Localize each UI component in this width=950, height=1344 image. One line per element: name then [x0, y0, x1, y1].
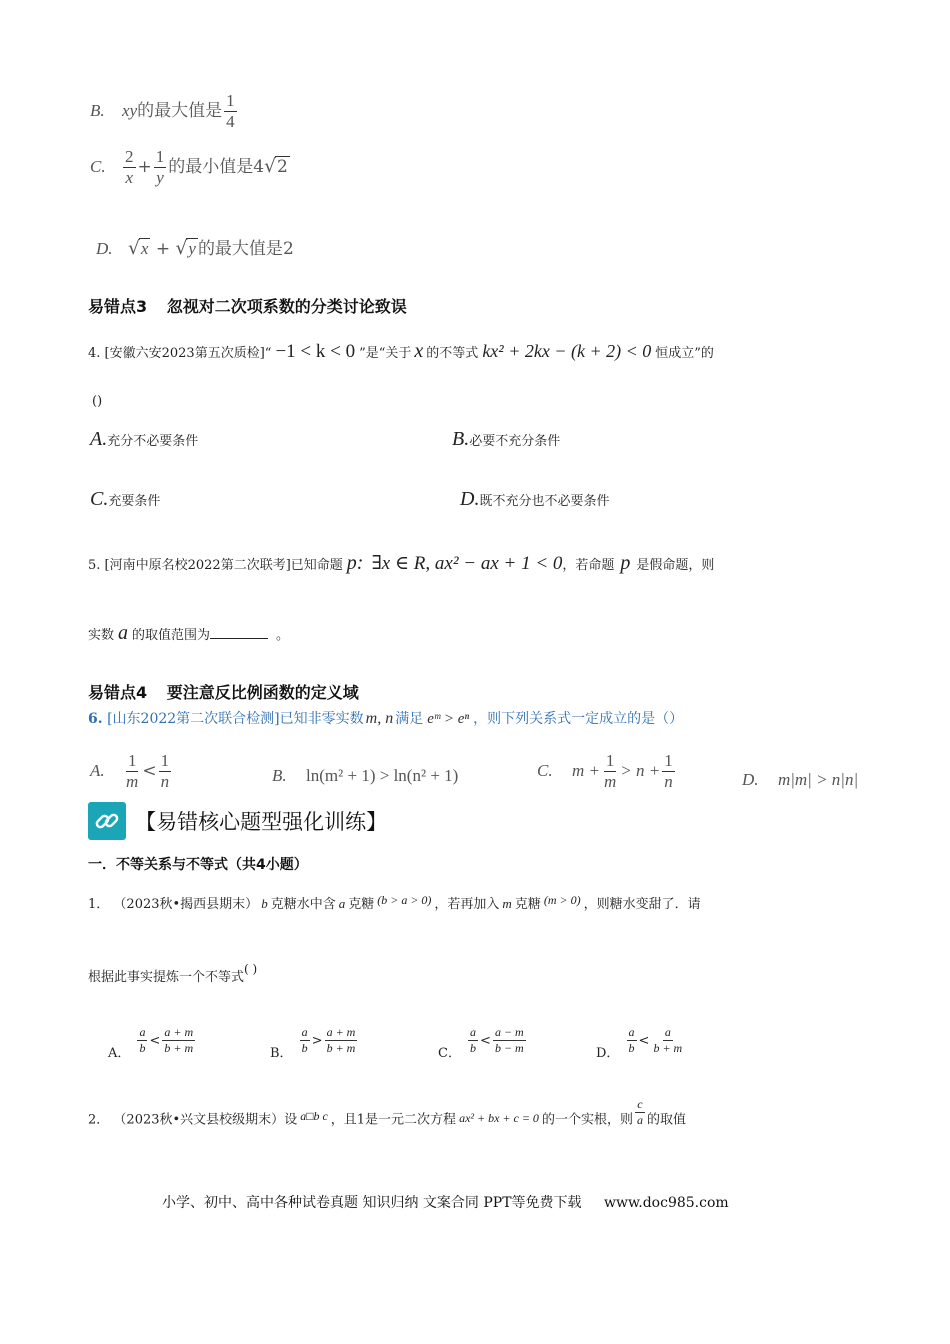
question-text: 克糖: [514, 897, 541, 912]
math-operator: >: [311, 1033, 323, 1049]
fraction: $\frac{1}{n}$: [664, 751, 673, 791]
footer: [162, 1192, 729, 1212]
question-text: 的取值范围为: [132, 628, 211, 643]
option-b-prev: [90, 92, 239, 131]
question-text: ，则糖水变甜了．请: [583, 897, 701, 912]
option-letter: A．: [108, 1045, 131, 1061]
math-expr: ln(m² + 1) > ln(n² + 1): [306, 766, 459, 785]
t1-option-c: [438, 1025, 528, 1061]
question-5: [88, 552, 714, 575]
training-header: [88, 802, 387, 840]
question-source: [安徽六安2023第五次质检]: [104, 346, 265, 361]
option-letter: B.: [272, 766, 287, 785]
math-value: 2: [277, 156, 288, 177]
option-letter: B.: [452, 428, 470, 450]
math-operator: <: [638, 1033, 650, 1049]
link-icon: [88, 802, 126, 840]
footer-text: 小学、初中、高中各种试卷真题 知识归纳 文案合同 PPT等免费下载: [162, 1195, 582, 1211]
answer-paren: ( ): [244, 962, 258, 976]
fraction: $\frac{a}{b}$: [139, 1025, 146, 1055]
question-source: （2023秋•揭西县期末）: [113, 897, 259, 912]
option-c-prev: [90, 148, 290, 187]
fraction: $\frac{a - m}{b - m}$: [494, 1025, 524, 1055]
training-question-1: 1． （2023秋•揭西县期末） b 克糖水中含 a 克糖 (b > a > 0) ，若再加入 m 克糖 (m > 0) ，则糖水变甜了．请: [88, 893, 701, 912]
sqrt-icon: √: [264, 155, 276, 177]
question-source: （2023秋•兴文县校级期末）: [113, 1112, 285, 1128]
math-condition: (m > 0): [543, 893, 581, 907]
fraction: $\frac{a}{b}$: [470, 1025, 477, 1055]
t1-option-d: [596, 1025, 686, 1061]
math-expr: xy: [122, 100, 138, 120]
option-letter: A.: [90, 428, 108, 450]
option-text: 必要不充分条件: [469, 434, 561, 449]
section-heading-4: [88, 680, 359, 703]
math-var: x: [140, 239, 149, 258]
q4-option-b: [452, 428, 560, 451]
math-var: a: [118, 622, 129, 644]
fraction: $\frac{a}{b}$: [628, 1025, 635, 1055]
math-operator: <: [480, 1033, 491, 1049]
question-number: 5.: [88, 558, 101, 573]
fraction: $\frac{a}{b + m}$: [653, 1025, 683, 1055]
question-source: [山东2022第二次联合检测]: [107, 711, 280, 727]
plus-sign: +: [155, 239, 171, 259]
option-text: 既不充分也不必要条件: [479, 494, 610, 509]
question-text: 是“关于: [365, 346, 412, 361]
question-4: 4. [安徽六安2023第五次质检]“ −1 < k < 0 ”是“关于 x 的不等式 kx² + 2kx − (k + 2) < 0 恒成立”的: [88, 340, 714, 362]
q4-option-a: [90, 428, 198, 451]
math-operator: <: [149, 1033, 161, 1049]
q4-option-d: [460, 488, 609, 511]
option-letter: D.: [742, 770, 759, 789]
heading-label: 易错点4: [88, 683, 148, 702]
fraction: $\frac{a}{b}$: [301, 1025, 308, 1055]
question-text: 的取值: [646, 1112, 686, 1128]
heading-title: 要注意反比例函数的定义域: [166, 683, 359, 702]
question-text: ，若再加入: [434, 897, 500, 912]
question-text: 已知非零实数: [279, 711, 364, 727]
option-letter: C．: [438, 1045, 461, 1061]
t1-option-b: [270, 1025, 359, 1061]
math-condition: (b > a > 0): [377, 893, 432, 907]
option-letter: C.: [537, 760, 553, 780]
answer-paren: (): [92, 394, 103, 409]
math-relation: a□b c: [300, 1108, 328, 1123]
option-letter: D．: [596, 1045, 620, 1061]
option-letter: A.: [90, 760, 105, 780]
option-text: 的最大值是: [197, 239, 283, 259]
math-var: y: [188, 239, 196, 258]
t1-option-a: [108, 1025, 197, 1061]
question-number: 2．: [88, 1112, 110, 1128]
punctuation: 。: [276, 628, 290, 643]
math-var: m, n: [365, 710, 394, 727]
question-text: ，若命题: [562, 558, 615, 573]
option-letter: C.: [90, 156, 106, 176]
math-equation: ax² + bx + c = 0: [459, 1110, 539, 1125]
fraction: $\frac{c}{a}$: [636, 1097, 643, 1127]
option-text: 的最小值是: [168, 156, 254, 177]
fraction: $\frac{1}{m}$: [604, 751, 617, 791]
question-number: 1．: [88, 897, 110, 912]
question-number: 4.: [88, 346, 101, 361]
section-heading-3: [88, 294, 407, 317]
math-condition: −1 < k < 0: [275, 341, 356, 362]
math-var: p: [620, 552, 631, 574]
option-text: 充要条件: [108, 494, 161, 509]
option-letter: B.: [90, 100, 105, 120]
training-question-2: [88, 1097, 686, 1134]
q6-option-d: [742, 770, 858, 790]
question-text: 已知命题: [290, 558, 343, 573]
option-d-prev: [96, 234, 294, 259]
q6-option-a: A. $\frac{1}{m}$ < $\frac{1}{n}$: [90, 751, 170, 791]
heading-label: 易错点3: [88, 297, 148, 316]
question-text: 的一个实根，则: [541, 1112, 633, 1128]
math-var: x: [414, 340, 424, 362]
question-text: 是假命题，则: [636, 558, 715, 573]
fraction: $\frac{2}{x}$: [125, 147, 134, 187]
option-letter: D.: [460, 488, 480, 510]
question-5-line2: [88, 622, 289, 645]
option-text: 的最大值是: [137, 100, 223, 121]
question-6: [88, 708, 683, 728]
question-text: ，则下列关系式一定成立的是（）: [473, 711, 684, 727]
heading-title: 忽视对二次项系数的分类讨论致误: [166, 297, 407, 316]
question-text: 的不等式: [426, 346, 479, 361]
fraction: $\frac{1}{y}$: [155, 147, 165, 187]
footer-link[interactable]: www.doc985.com: [603, 1195, 729, 1211]
math-proposition: ∃x ∈ R, ax² − ax + 1 < 0: [371, 553, 563, 574]
answer-blank[interactable]: [210, 624, 268, 639]
question-text: 恒成立”的: [655, 346, 714, 361]
plus-sign: +: [137, 156, 152, 177]
fraction: $\frac{a + m}{b + m}$: [326, 1025, 356, 1055]
math-inequality: kx² + 2kx − (k + 2) < 0: [482, 341, 652, 361]
fraction: $\frac{1}{m}$: [126, 751, 139, 791]
sqrt-icon: √: [127, 238, 140, 259]
question-source: [河南中原名校2022第二次联考]: [104, 558, 291, 573]
option-letter: C.: [90, 488, 109, 510]
math-expr: m|m| > n|n|: [777, 770, 859, 789]
part-title: 一．不等关系与不等式（共4小题）: [88, 857, 308, 873]
q4-option-c: [90, 488, 160, 511]
question-text: 克糖: [348, 897, 375, 912]
math-condition: eᵐ > eⁿ: [427, 711, 470, 727]
question-text: 根据此事实提炼一个不等式: [88, 970, 245, 985]
question-text: 设: [284, 1112, 298, 1128]
question-text: 克糖水中含: [270, 897, 336, 912]
sqrt-icon: √: [175, 238, 188, 259]
question-text: 实数: [88, 628, 115, 643]
math-value: 2: [282, 239, 294, 259]
question-text: 满足: [395, 711, 424, 727]
option-letter: D.: [96, 239, 113, 258]
math-value: 4: [253, 156, 265, 177]
option-letter: B．: [270, 1045, 293, 1061]
training-question-1-line2: [88, 962, 258, 985]
fraction: $\frac{1}{n}$: [160, 751, 170, 791]
question-text: ，且1是一元二次方程: [330, 1112, 457, 1128]
q6-option-c: C. m + $\frac{1}{m}$ > n + $\frac{1}{n}$: [537, 751, 673, 791]
fraction: $\frac{1}{4}$: [226, 91, 235, 131]
option-text: 充分不必要条件: [107, 434, 199, 449]
fraction: $\frac{a + m}{b + m}$: [164, 1025, 194, 1055]
question-number: 6.: [88, 711, 103, 727]
training-title: 【易错核心题型强化训练】: [135, 810, 388, 834]
q6-option-b: [272, 766, 458, 786]
math-var: p:: [346, 552, 364, 574]
